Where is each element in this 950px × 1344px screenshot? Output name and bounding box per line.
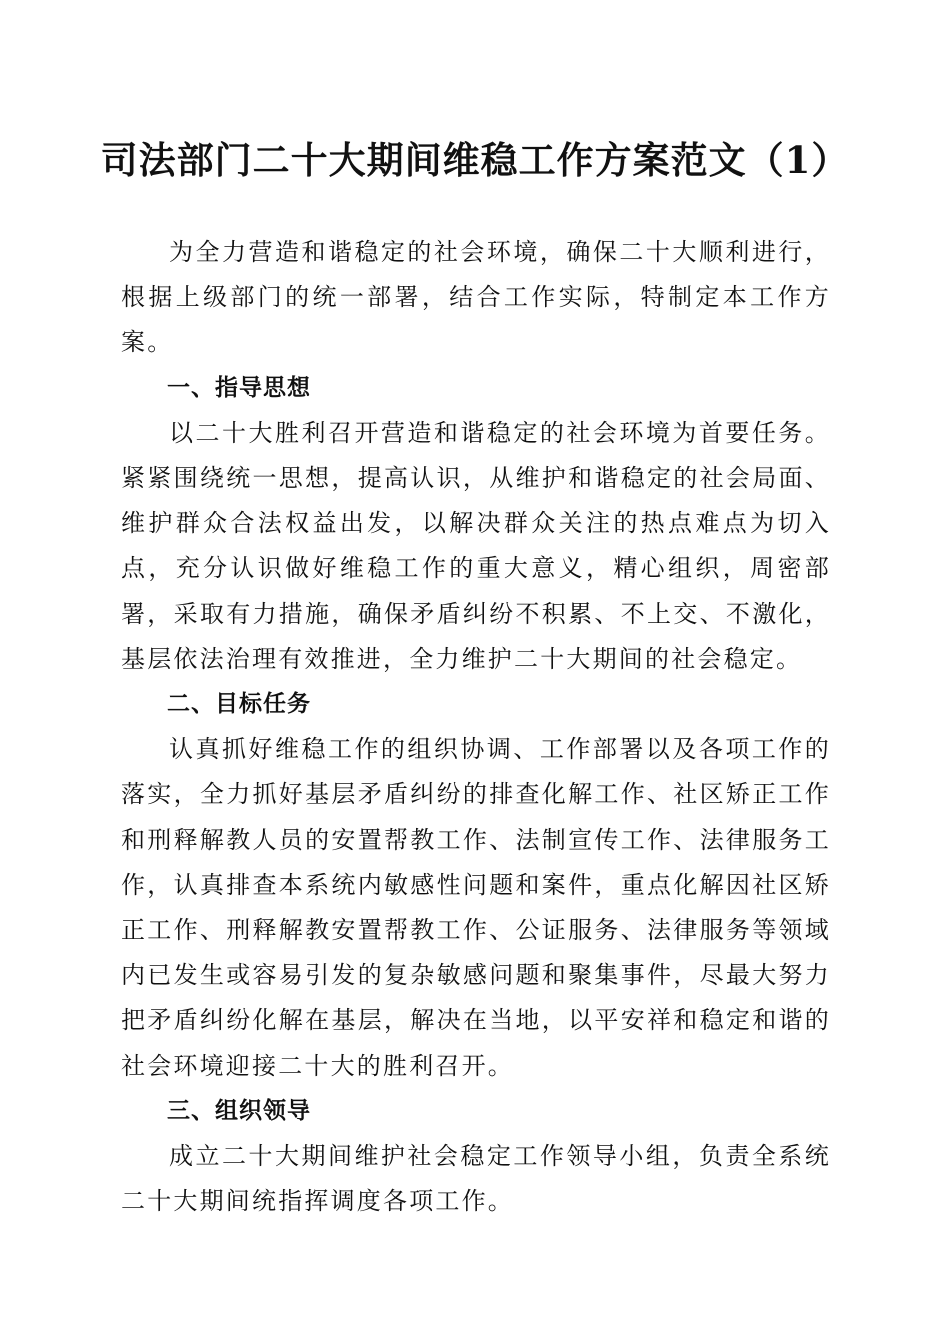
section-heading-guiding-thought: 一、指导思想: [167, 374, 311, 401]
document-body: [121, 230, 831, 1224]
section-paragraph-guiding-thought: 以二十大胜利召开营造和谐稳定的社会环境为首要任务。紧紧围绕统一思想，提高认识，从维护和谐稳定的社会局面、维护群众合法权益出发，以解决群众关注的热点难点为切入点，充分认识做好维稳工作的重大意义，精心组织，周密部署，采取有力措施，确保矛盾纠纷不积累、不上交、不激化，基层依法治理有效推进，全力维护二十大期间的社会稳定。: [121, 418, 831, 673]
section-heading-organization: 三、组织领导: [167, 1097, 311, 1124]
intro-paragraph: 为全力营造和谐稳定的社会环境，确保二十大顺利进行，根据上级部门的统一部署，结合工作实际，特制定本工作方案。: [121, 238, 831, 357]
document-title: 司法部门二十大期间维稳工作方案范文（1）: [100, 138, 850, 182]
section-paragraph-organization: 成立二十大期间维护社会稳定工作领导小组，负责全系统二十大期间统指挥调度各项工作。: [121, 1142, 831, 1216]
section-heading-goals-tasks: 二、目标任务: [167, 691, 311, 718]
section-paragraph-goals-tasks: 认真抓好维稳工作的组织协调、工作部署以及各项工作的落实，全力抓好基层矛盾纠纷的排查化解工作、社区矫正工作和刑释解教人员的安置帮教工作、法制宣传工作、法律服务工作，认真排查本系统内敏感性问题和案件，重点化解因社区矫正工作、刑释解教安置帮教工作、公证服务、法律服务等领域内已发生或容易引发的复杂敏感问题和聚集事件，尽最大努力把矛盾纠纷化解在基层，解决在当地，以平安祥和稳定和谐的社会环境迎接二十大的胜利召开。: [121, 735, 831, 1080]
